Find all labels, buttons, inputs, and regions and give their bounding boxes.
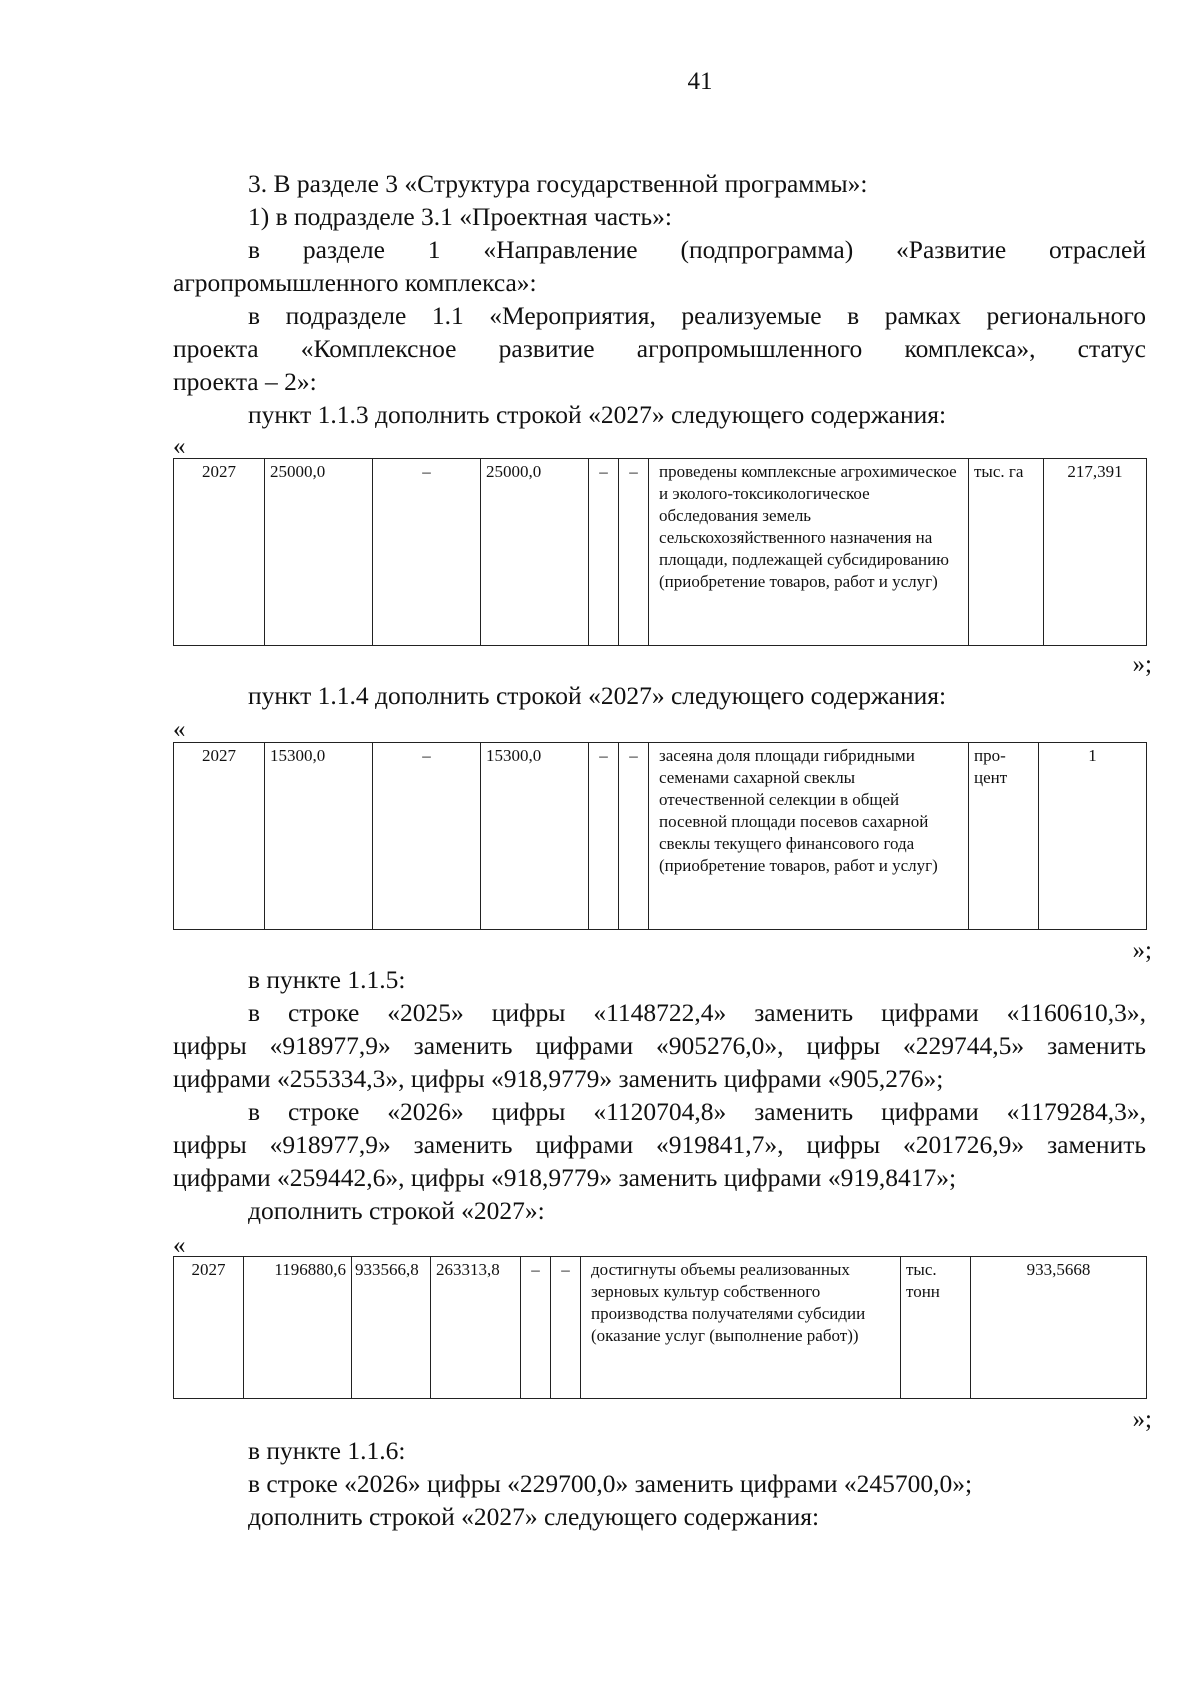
paragraph-point-1-1-4: пункт 1.1.4 дополнить строкой «2027» следующего содержания: bbox=[248, 681, 947, 710]
paragraph-add-row-2027-content: дополнить строкой «2027» следующего содержания: bbox=[248, 1502, 820, 1531]
cell-year: 2027 bbox=[174, 743, 265, 930]
paragraph-subsection-1-1-line3: проекта – 2»: bbox=[173, 367, 317, 396]
cell-unit: про-цент bbox=[969, 743, 1039, 930]
paragraph-row-2026-line1: в строке «2026» цифры «1120704,8» заменить цифрами «1179284,3», bbox=[248, 1097, 1146, 1126]
paragraph-section-1-line2: агропромышленного комплекса»: bbox=[173, 268, 537, 297]
quote-open-2: « bbox=[173, 716, 186, 743]
cell-value: 217,391 bbox=[1044, 459, 1147, 646]
cell-unit: тыс. га bbox=[969, 459, 1044, 646]
quote-open-3: « bbox=[173, 1232, 186, 1259]
cell-federal: 933566,8 bbox=[352, 1257, 431, 1399]
cell-total: 15300,0 bbox=[265, 743, 373, 930]
paragraph-row-2026-line2: цифры «918977,9» заменить цифрами «919841,7», цифры «201726,9» заменить bbox=[173, 1130, 1146, 1159]
cell-description: проведены комплексные агрохимическое и эколого-токсикологическое обследования земель сельскохозяйственного назначения на площади, подлежащей субсидированию (приобретение товаров, работ и услуг) bbox=[649, 459, 969, 646]
cell-col5: – bbox=[589, 743, 619, 930]
cell-year: 2027 bbox=[174, 1257, 244, 1399]
paragraph-row-2025-line2: цифры «918977,9» заменить цифрами «905276,0», цифры «229744,5» заменить bbox=[173, 1031, 1146, 1060]
cell-regional: 263313,8 bbox=[431, 1257, 521, 1399]
paragraph-subsection-1-1-line2: проекта «Комплексное развитие агропромышленного комплекса», статус bbox=[173, 334, 1146, 363]
table-row bbox=[174, 459, 1147, 646]
paragraph-subsection-3-1: 1) в подразделе 3.1 «Проектная часть»: bbox=[248, 202, 672, 231]
quote-close-2: »; bbox=[1132, 937, 1152, 964]
cell-total: 1196880,6 bbox=[244, 1257, 352, 1399]
paragraph-row-2025-line3: цифрами «255334,3», цифры «918,9779» заменить цифрами «905,276»; bbox=[173, 1064, 944, 1093]
paragraph-row-2026-line3: цифрами «259442,6», цифры «918,9779» заменить цифрами «919,8417»; bbox=[173, 1163, 957, 1192]
cell-col5: – bbox=[521, 1257, 551, 1399]
paragraph-subsection-1-1-line1: в подразделе 1.1 «Мероприятия, реализуемые в рамках регионального bbox=[248, 301, 1146, 330]
cell-unit: тыс. тонн bbox=[901, 1257, 971, 1399]
table-row bbox=[174, 743, 1147, 930]
cell-federal: – bbox=[373, 459, 481, 646]
cell-federal: – bbox=[373, 743, 481, 930]
cell-col6: – bbox=[619, 459, 649, 646]
table-point-1-1-4 bbox=[173, 742, 1147, 930]
page-number: 41 bbox=[687, 68, 713, 95]
cell-value: 933,5668 bbox=[971, 1257, 1147, 1399]
cell-col6: – bbox=[551, 1257, 581, 1399]
quote-open-1: « bbox=[173, 433, 186, 460]
cell-year: 2027 bbox=[174, 459, 265, 646]
cell-col5: – bbox=[589, 459, 619, 646]
paragraph-row-2025-line1: в строке «2025» цифры «1148722,4» заменить цифрами «1160610,3», bbox=[248, 998, 1146, 1027]
paragraph-point-1-1-6: в пункте 1.1.6: bbox=[248, 1436, 406, 1465]
paragraph-point-1-1-3: пункт 1.1.3 дополнить строкой «2027» следующего содержания: bbox=[248, 400, 947, 429]
paragraph-section-3: 3. В разделе 3 «Структура государственной программы»: bbox=[248, 169, 868, 198]
table-point-1-1-5 bbox=[173, 1256, 1147, 1399]
paragraph-row-2026-change: в строке «2026» цифры «229700,0» заменить цифрами «245700,0»; bbox=[248, 1469, 973, 1498]
cell-value: 1 bbox=[1039, 743, 1147, 930]
cell-total: 25000,0 bbox=[265, 459, 373, 646]
cell-regional: 15300,0 bbox=[481, 743, 589, 930]
table-point-1-1-3 bbox=[173, 458, 1147, 646]
quote-close-1: »; bbox=[1132, 651, 1152, 678]
cell-col6: – bbox=[619, 743, 649, 930]
quote-close-3: »; bbox=[1132, 1406, 1152, 1433]
paragraph-point-1-1-5: в пункте 1.1.5: bbox=[248, 965, 406, 994]
cell-description: достигнуты объемы реализованных зерновых культур собственного производства получателями субсидии (оказание услуг (выполнение работ)) bbox=[581, 1257, 901, 1399]
table-row bbox=[174, 1257, 1147, 1399]
paragraph-section-1-line1: в разделе 1 «Направление (подпрограмма) «Развитие отраслей bbox=[248, 235, 1146, 264]
cell-regional: 25000,0 bbox=[481, 459, 589, 646]
cell-description: засеяна доля площади гибридными семенами сахарной свеклы отечественной селекции в общей посевной площади посевов сахарной свеклы текущего финансового года (приобретение товаров, работ и услуг) bbox=[649, 743, 969, 930]
paragraph-add-row-2027: дополнить строкой «2027»: bbox=[248, 1196, 545, 1225]
